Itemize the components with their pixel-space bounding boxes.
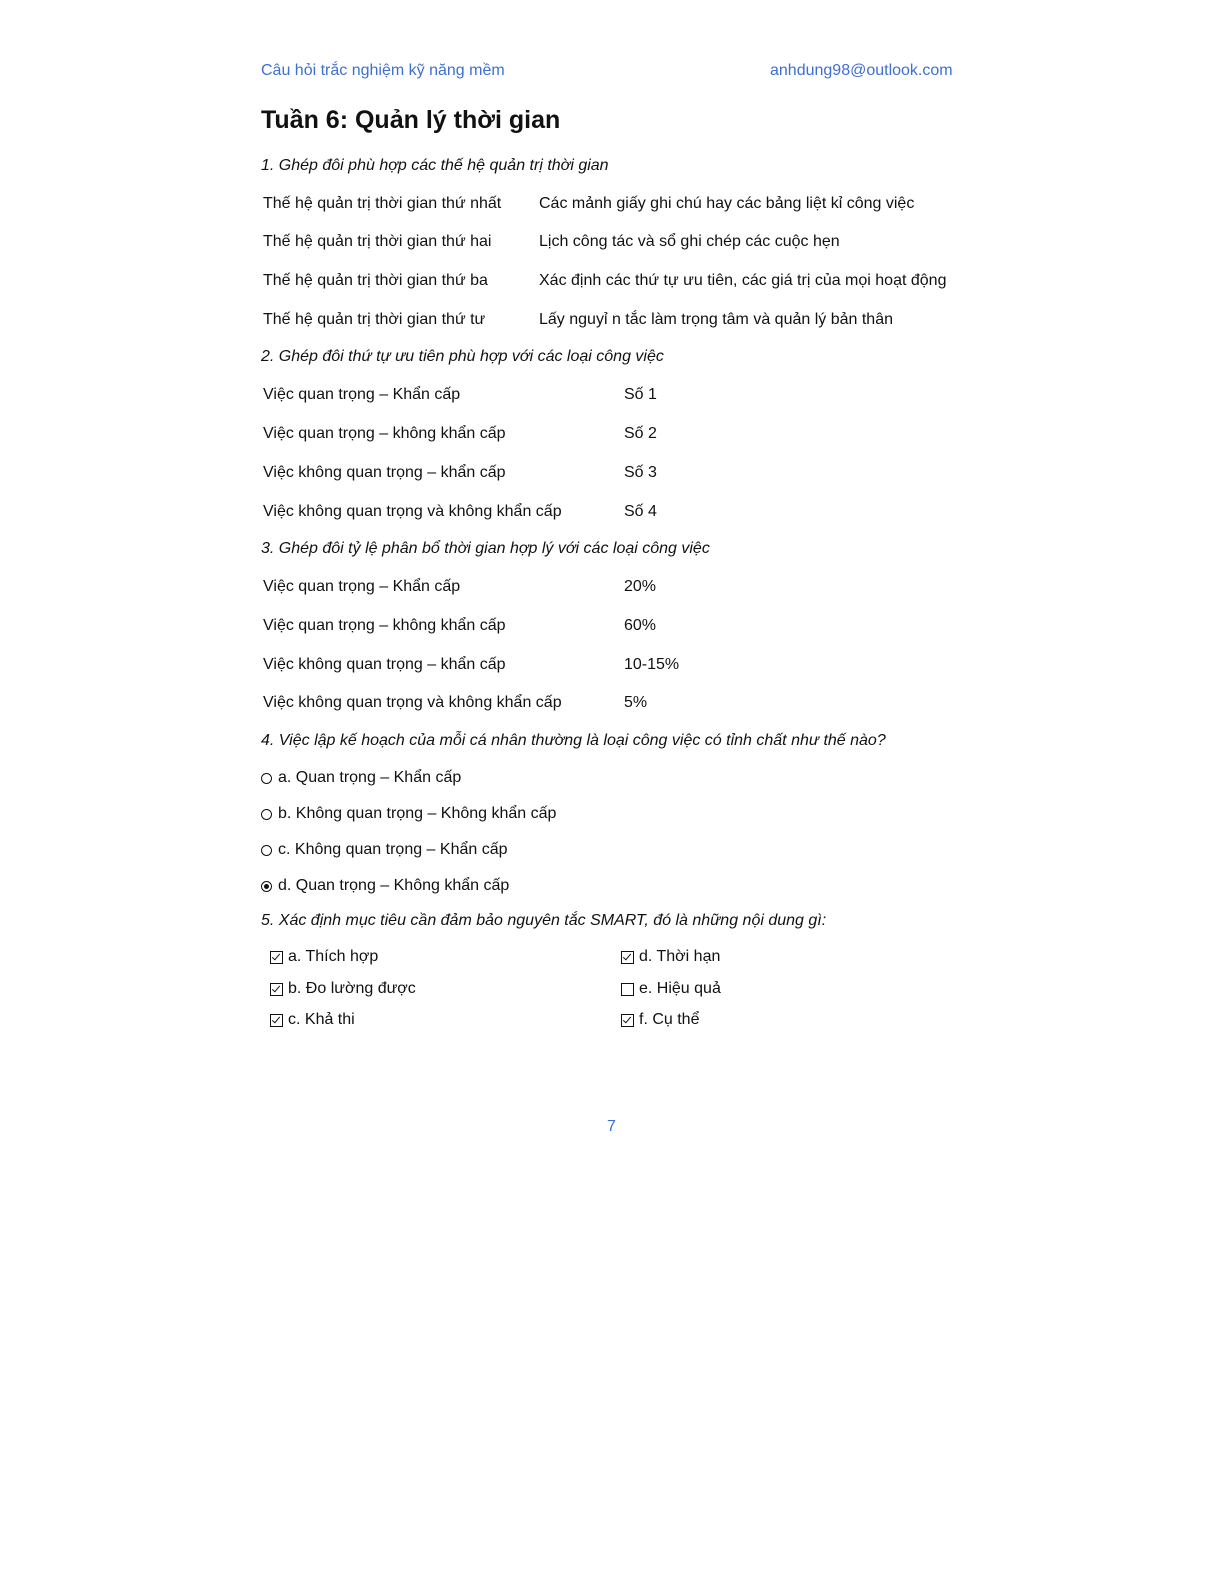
q4-option-a[interactable] bbox=[261, 767, 461, 789]
q1-pair-row bbox=[263, 270, 963, 292]
q5-option-f[interactable] bbox=[621, 1009, 699, 1031]
q2-pair-left: Việc quan trọng – không khẩn cấp bbox=[263, 425, 506, 442]
q5-option-label: d. Thời hạn bbox=[639, 948, 721, 965]
q2-pair-right: Số 2 bbox=[624, 425, 657, 442]
q3-pair-left: Việc quan trọng – không khẩn cấp bbox=[263, 617, 506, 634]
radio-icon[interactable] bbox=[261, 845, 272, 856]
checkbox-checked-icon[interactable] bbox=[621, 1014, 634, 1027]
q3-pair-row bbox=[263, 576, 963, 598]
q4-option-label: c. Không quan trọng – Khẩn cấp bbox=[278, 841, 508, 858]
header-email: anhdung98@outlook.com bbox=[770, 62, 953, 79]
q2-pair-row bbox=[263, 384, 963, 406]
q2-pair-left: Việc không quan trọng – khẩn cấp bbox=[263, 464, 506, 481]
q1-pair-left: Thế hệ quản trị thời gian thứ hai bbox=[263, 233, 492, 250]
q3-pair-right: 60% bbox=[624, 617, 657, 634]
q1-pair-right: Các mảnh giấy ghi chú hay các bảng liệt kỉ công việc bbox=[539, 195, 915, 212]
q5-option-label: f. Cụ thể bbox=[639, 1011, 700, 1028]
q2-pair-row bbox=[263, 423, 963, 445]
question-5: 5. Xác định mục tiêu cần đảm bảo nguyên tắc SMART, đó là những nội dung gì: bbox=[261, 912, 827, 929]
q5-option-b[interactable] bbox=[270, 978, 416, 1000]
q1-pair-row bbox=[263, 193, 963, 215]
q4-option-label: a. Quan trọng – Khẩn cấp bbox=[278, 769, 462, 786]
q5-option-a[interactable] bbox=[270, 946, 378, 968]
q2-pair-right: Số 4 bbox=[624, 503, 657, 520]
question-2: 2. Ghép đôi thứ tự ưu tiên phù hợp với các loại công việc bbox=[261, 348, 664, 365]
checkbox-checked-icon[interactable] bbox=[270, 983, 283, 996]
q1-pair-left: Thế hệ quản trị thời gian thứ ba bbox=[263, 272, 488, 289]
q2-pair-row bbox=[263, 501, 963, 523]
q1-pair-row bbox=[263, 309, 963, 331]
q4-option-c[interactable] bbox=[261, 839, 508, 861]
q3-pair-right: 20% bbox=[624, 578, 657, 595]
checkbox-checked-icon[interactable] bbox=[270, 951, 283, 964]
checkbox-checked-icon[interactable] bbox=[270, 1014, 283, 1027]
q2-pair-right: Số 3 bbox=[624, 464, 657, 481]
q2-pair-right: Số 1 bbox=[624, 386, 657, 403]
checkbox-empty-icon[interactable] bbox=[621, 983, 634, 996]
q1-pair-right: Lấy nguyỉ n tắc làm trọng tâm và quản lý bản thân bbox=[539, 311, 893, 328]
q5-option-label: b. Đo lường được bbox=[288, 980, 416, 997]
radio-icon[interactable] bbox=[261, 773, 272, 784]
question-4: 4. Việc lập kế hoạch của mỗi cá nhân thường là loại công việc có tỉnh chất như thế nào? bbox=[261, 732, 886, 749]
checkbox-checked-icon[interactable] bbox=[621, 951, 634, 964]
radio-icon[interactable] bbox=[261, 809, 272, 820]
q5-option-e[interactable] bbox=[621, 978, 721, 1000]
question-1: 1. Ghép đôi phù hợp các thế hệ quản trị thời gian bbox=[261, 157, 609, 174]
q1-pair-row bbox=[263, 231, 963, 253]
q1-pair-right: Lịch công tác và sổ ghi chép các cuộc hẹn bbox=[539, 233, 840, 250]
q4-option-d[interactable] bbox=[261, 875, 509, 897]
page-title: Tuần 6: Quản lý thời gian bbox=[261, 106, 561, 134]
q5-option-d[interactable] bbox=[621, 946, 720, 968]
q3-pair-row bbox=[263, 692, 963, 714]
q2-pair-row bbox=[263, 462, 963, 484]
q5-option-label: a. Thích hợp bbox=[288, 948, 379, 965]
q3-pair-left: Việc không quan trọng và không khẩn cấp bbox=[263, 694, 562, 711]
q3-pair-row bbox=[263, 654, 963, 676]
q4-option-label: b. Không quan trọng – Không khẩn cấp bbox=[278, 805, 557, 822]
header-doc-title: Câu hỏi trắc nghiệm kỹ năng mềm bbox=[261, 62, 505, 79]
radio-selected-icon[interactable] bbox=[261, 881, 272, 892]
q1-pair-left: Thế hệ quản trị thời gian thứ tư bbox=[263, 311, 486, 328]
q1-pair-left: Thế hệ quản trị thời gian thứ nhất bbox=[263, 195, 502, 212]
q4-option-label: d. Quan trọng – Không khẩn cấp bbox=[278, 877, 510, 894]
q1-pair-right: Xác định các thứ tự ưu tiên, các giá trị của mọi hoạt động bbox=[539, 272, 947, 289]
q3-pair-right: 5% bbox=[624, 694, 648, 711]
q3-pair-row bbox=[263, 615, 963, 637]
page-number: 7 bbox=[607, 1118, 616, 1135]
q4-option-b[interactable] bbox=[261, 803, 556, 825]
q2-pair-left: Việc quan trọng – Khẩn cấp bbox=[263, 386, 461, 403]
q3-pair-right: 10-15% bbox=[624, 656, 680, 673]
q5-option-label: c. Khả thi bbox=[288, 1011, 355, 1028]
q3-pair-left: Việc không quan trọng – khẩn cấp bbox=[263, 656, 506, 673]
q5-option-label: e. Hiệu quả bbox=[639, 980, 721, 997]
q3-pair-left: Việc quan trọng – Khẩn cấp bbox=[263, 578, 461, 595]
question-3: 3. Ghép đôi tỷ lệ phân bổ thời gian hợp lý với các loại công việc bbox=[261, 540, 710, 557]
q5-option-c[interactable] bbox=[270, 1009, 355, 1031]
q2-pair-left: Việc không quan trọng và không khẩn cấp bbox=[263, 503, 562, 520]
